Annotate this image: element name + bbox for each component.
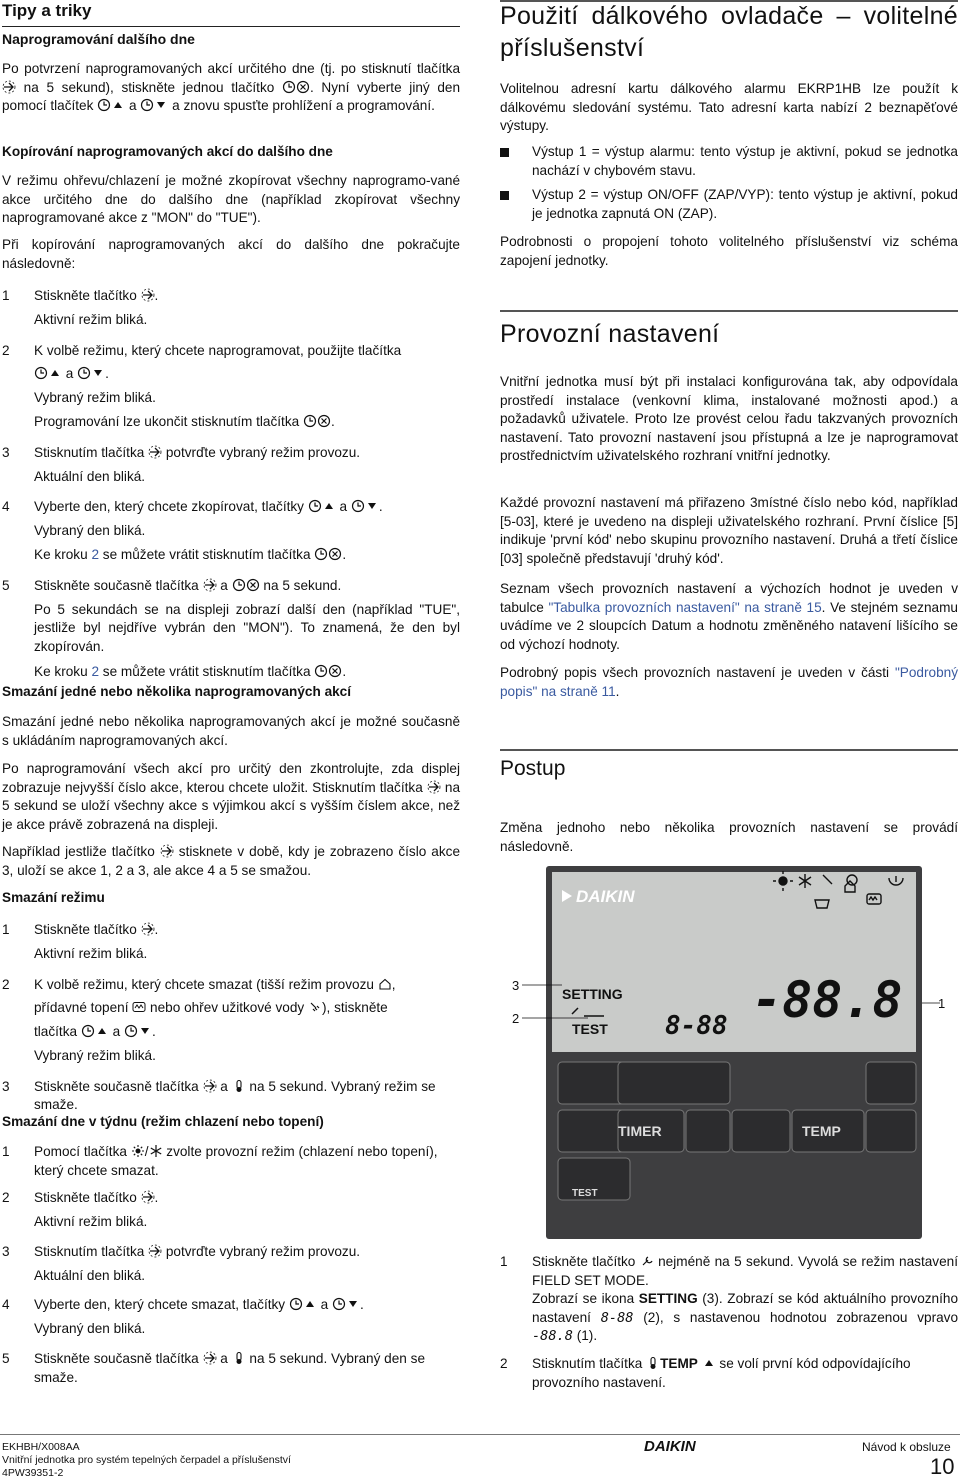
step-item: 5 Stiskněte současně tlačítka a na 5 sekund. Vybraný den se smaže.: [2, 1350, 425, 1385]
section-title: Použití dálkového ovladače – volitelné příslušenství: [500, 2, 958, 62]
paragraph: Smazání jedné nebo několika naprogramovaných akcí je možné současně s ukládáním naprogramovaných akcí.: [2, 714, 460, 748]
enter-icon: [427, 780, 441, 794]
step-item: 2 Stisknutím tlačítka TEMP se volí první kód odpovídajícího provozního nastavení.: [500, 1355, 911, 1390]
paragraph: Volitelnou adresní kartu dálkového alarmu EKRP1HB lze použít k dálkovému sledování systému. Tato adresní karta nabízí 2 beznapěťové výstupy.: [500, 81, 958, 134]
step-list: [2, 918, 460, 1115]
arrow-down-icon: [91, 366, 105, 380]
footer-manual: Návod k obsluze: [862, 1440, 951, 1454]
clock-icon: [232, 578, 246, 592]
step-item: 1 Stiskněte tlačítko nejméně na 5 sekund. Vyvolá se režim nastavení FIELD SET MODE. Zobrazí se ikona SETTING (3). Zobrazí se kód aktuálního provozního nastavení 8-88 (2), s nastavenou hodnotou zobrazenou vpravo -88.8 (1).: [500, 1254, 959, 1345]
paragraph: Při kopírování naprogramovaných akcí do dalšího dne pokračujte následovně:: [2, 237, 460, 271]
arrow-up-icon: [48, 366, 62, 380]
paragraph: Vnitřní jednotka musí být při instalaci konfigurována tak, aby odpovídala prostředí instalace (venkovní klima, instalované možnosti apod.) a požadavků uživatele. Proto lze provést celou řadu takzvaných provozních nastavení. Tato provozní nastavení jsou přístupná a lze je naprogramovat prostřednictvím uživatelského rozhraní vnitřní jednotky.: [500, 374, 958, 464]
clock-icon: [289, 1297, 303, 1311]
enter-icon: [203, 1079, 217, 1093]
clock-icon: [314, 547, 328, 561]
left-column: [2, 0, 461, 1385]
cancel-icon: [317, 414, 331, 428]
small-digits: 8-88: [665, 1011, 728, 1041]
timer-label: TIMER: [618, 1123, 662, 1139]
paragraph: Změna jednoho nebo několika provozních nastavení se provádí následovně.: [500, 820, 958, 854]
step-list: [2, 1140, 460, 1387]
clock-icon: [97, 98, 111, 112]
step-list: [2, 284, 460, 684]
paragraph: Podrobnosti o propojení tohoto volitelného příslušenství viz schéma zapojení jednotky.: [500, 234, 958, 268]
water-temp-icon: [232, 1079, 246, 1093]
step-item: 3 Stisknutím tlačítka potvrďte vybraný režim provozu. Aktuální den bliká.: [2, 1243, 361, 1283]
subsection-title: Smazání dne v týdnu (režim chlazení nebo topení): [2, 1114, 324, 1129]
page-number: 10: [930, 1454, 955, 1479]
enter-icon: [160, 844, 174, 858]
arrow-down-icon: [365, 499, 379, 513]
footer-brand: DAIKIN: [644, 1438, 696, 1455]
enter-icon: [203, 1351, 217, 1365]
callout-3: 3: [512, 978, 520, 993]
arrow-up-icon: [322, 499, 336, 513]
clock-icon: [124, 1024, 138, 1038]
step-item: 5 Stiskněte současně tlačítka a na 5 sekund. Po 5 sekundách se na displeji zobrazí další den (například "TUE", jestliže byl nejdříve vybrán den "MON"). To znamená, že den byl zkopírován. Ke kroku 2 se můžete vrátit stisknutím tlačítka .: [2, 577, 460, 680]
subsection-title: Smazání jedné nebo několika naprogramovaných akcí: [2, 684, 352, 699]
clock-icon: [282, 80, 296, 94]
cancel-icon: [296, 80, 310, 94]
paragraph: Každé provozní nastavení má přiřazeno 3místné číslo nebo kód, například [5-03], které je uvedeno na displeji uživatelského rozhraní. První číslice [5] indikuje 'první kód' nebo skupinu provozního nastavení. Druhá a třetí číslice [03] společně představují 'druhý kód'.: [500, 495, 958, 566]
paragraph: Po naprogramování všech akcí pro určitý den zkontrolujte, zda displej zobrazuje nejvyšší číslo akce, kterou chcete uložit. Stisknutím tlačítka na 5 sekund se uloží všechny akce s výjimkou akcí s vyšším číslem akce, než je akce právě zobrazená na displeji.: [2, 761, 461, 832]
paragraph: Podrobný popis všech provozních nastavení je uveden v části "Podrobný popis" na straně 11.: [500, 665, 958, 699]
bullet-list: [500, 143, 958, 223]
section-title: Tipy a triky: [2, 0, 460, 27]
arrow-down-icon: [138, 1024, 152, 1038]
clock-icon: [303, 414, 317, 428]
booster-heater-icon: [132, 1000, 146, 1014]
water-temp-icon: [232, 1351, 246, 1365]
callout-2: 2: [512, 1011, 520, 1026]
subsection-title: Kopírování naprogramovaných akcí do dalšího dne: [2, 144, 333, 159]
paragraph: Seznam všech provozních nastavení a výchozích hodnot je uveden v tabulce "Tabulka provozních nastavení" na straně 15. Ve stejném seznamu uvádíme ve 2 sloupcích Datum a hodnotu změněného natavení lišícího se od výchozí hodnoty.: [500, 581, 958, 652]
footer-model: EKHBH/X008AA: [2, 1441, 80, 1453]
clock-icon: [332, 1297, 346, 1311]
section-title: Provozní nastavení: [500, 320, 720, 348]
page-footer: [0, 1434, 960, 1479]
cancel-icon: [328, 664, 342, 678]
step-item: 2 Stiskněte tlačítko . Aktivní režim bliká.: [2, 1190, 159, 1229]
callout-1: 1: [938, 996, 946, 1011]
step-item: 1 Stiskněte tlačítko . Aktivní režim bliká.: [2, 922, 159, 961]
enter-icon: [141, 288, 155, 302]
enter-icon: [141, 1190, 155, 1204]
clock-icon: [81, 1024, 95, 1038]
step-item: 1 Stiskněte tlačítko . Aktivní režim bliká.: [2, 288, 159, 327]
step-item: 1 Pomocí tlačítka / zvolte provozní režim (chlazení nebo topení), který chcete smazat.: [2, 1144, 438, 1178]
arrow-up-icon: [95, 1024, 109, 1038]
clock-icon: [351, 499, 365, 513]
section-title: Postup: [500, 757, 566, 780]
paragraph: Po potvrzení naprogramovaných akcí určitého dne (tj. po stisknutí tlačítka na 5 sekund), stiskněte jednou tlačítko . Nyní vyberte jiný den pomocí tlačítek a a znovu spusťte prohlížení a programování.: [2, 61, 461, 114]
clock-icon: [77, 366, 91, 380]
step-list: [500, 1253, 958, 1392]
clock-icon: [314, 664, 328, 678]
svg-text:DAIKIN: DAIKIN: [576, 887, 635, 906]
quiet-mode-icon: [378, 977, 392, 991]
step-item: 3 Stisknutím tlačítka potvrďte vybraný režim provozu. Aktuální den bliká.: [2, 444, 361, 484]
temp-label: TEMP: [802, 1123, 841, 1139]
detail-link[interactable]: "Podrobný popis" na straně 11: [500, 665, 958, 699]
footer-subtitle: Vnitřní jednotka pro systém tepelných čerpadel a příslušenství: [2, 1454, 291, 1466]
step-item: 2 K volbě režimu, který chcete smazat (tišší režim provozu , přídavné topení nebo ohřev užitkové vody ), stiskněte tlačítka a . Vybraný režim bliká.: [2, 976, 396, 1063]
arrow-down-icon: [154, 98, 168, 112]
clock-icon: [140, 98, 154, 112]
step-item: 4 Vyberte den, který chcete smazat, tlačítky a . Vybraný den bliká.: [2, 1297, 364, 1337]
bullet-item: Výstup 1 = výstup alarmu: tento výstup je aktivní, pokud se jednotka nachází v chybovém stavu.: [500, 143, 958, 180]
controller-illustration: [500, 866, 960, 1240]
test-button-label: TEST: [572, 1188, 598, 1199]
table-link[interactable]: "Tabulka provozních nastavení" na straně 15: [548, 599, 822, 615]
big-digits: -88.8: [752, 971, 903, 1029]
cooling-icon: [149, 1144, 163, 1158]
arrow-up-icon: [111, 98, 125, 112]
bullet-item: Výstup 2 = výstup ON/OFF (ZAP/VYP): tento výstup je aktivní, pokud je jednotka zapnutá ON (ZAP).: [500, 186, 958, 223]
step-item: 3 Stiskněte současně tlačítka a na 5 sekund. Vybraný režim se smaže.: [2, 1078, 436, 1113]
cancel-icon: [328, 547, 342, 561]
setting-label: SETTING: [562, 986, 623, 1002]
clock-icon: [34, 366, 48, 380]
hot-water-icon: [308, 1000, 322, 1014]
thermometer-icon: [646, 1356, 660, 1370]
step-item: 4 Vyberte den, který chcete zkopírovat, tlačítky a . Vybraný den bliká. Ke kroku 2 se můžete vrátit stisknutím tlačítka .: [2, 499, 383, 562]
heating-icon: [131, 1144, 145, 1158]
paragraph: Například jestliže tlačítko stisknete v době, kdy je zobrazeno číslo akce 3, uloží se akce 1, 2 a 3, ale akce 4 a 5 se smažou.: [2, 844, 461, 878]
controller-panel: [500, 866, 960, 1240]
arrow-up-icon: [303, 1297, 317, 1311]
test-button-icon: [640, 1254, 654, 1268]
enter-icon: [141, 922, 155, 936]
subsection-title: Naprogramování dalšího dne: [2, 31, 195, 47]
cancel-icon: [246, 578, 260, 592]
enter-icon: [148, 1244, 162, 1258]
enter-icon: [203, 578, 217, 592]
arrow-down-icon: [346, 1297, 360, 1311]
subsection-title: Smazání režimu: [2, 890, 105, 905]
enter-icon: [2, 80, 16, 94]
arrow-up-icon: [702, 1356, 716, 1370]
step-item: 2 K volbě režimu, který chcete naprogramovat, použijte tlačítka a . Vybraný režim bliká. Programování lze ukončit stisknutím tlačítka .: [2, 342, 402, 429]
clock-icon: [308, 499, 322, 513]
enter-icon: [148, 445, 162, 459]
paragraph: V režimu ohřevu/chlazení je možné zkopírovat všechny naprogramo-vané akce určitého dne do dalšího dne (například zkopírovat všechny naprogramované akce z "MON" do "TUE").: [2, 173, 460, 226]
footer-code: 4PW39351-2: [2, 1467, 64, 1479]
test-label: TEST: [572, 1021, 608, 1037]
